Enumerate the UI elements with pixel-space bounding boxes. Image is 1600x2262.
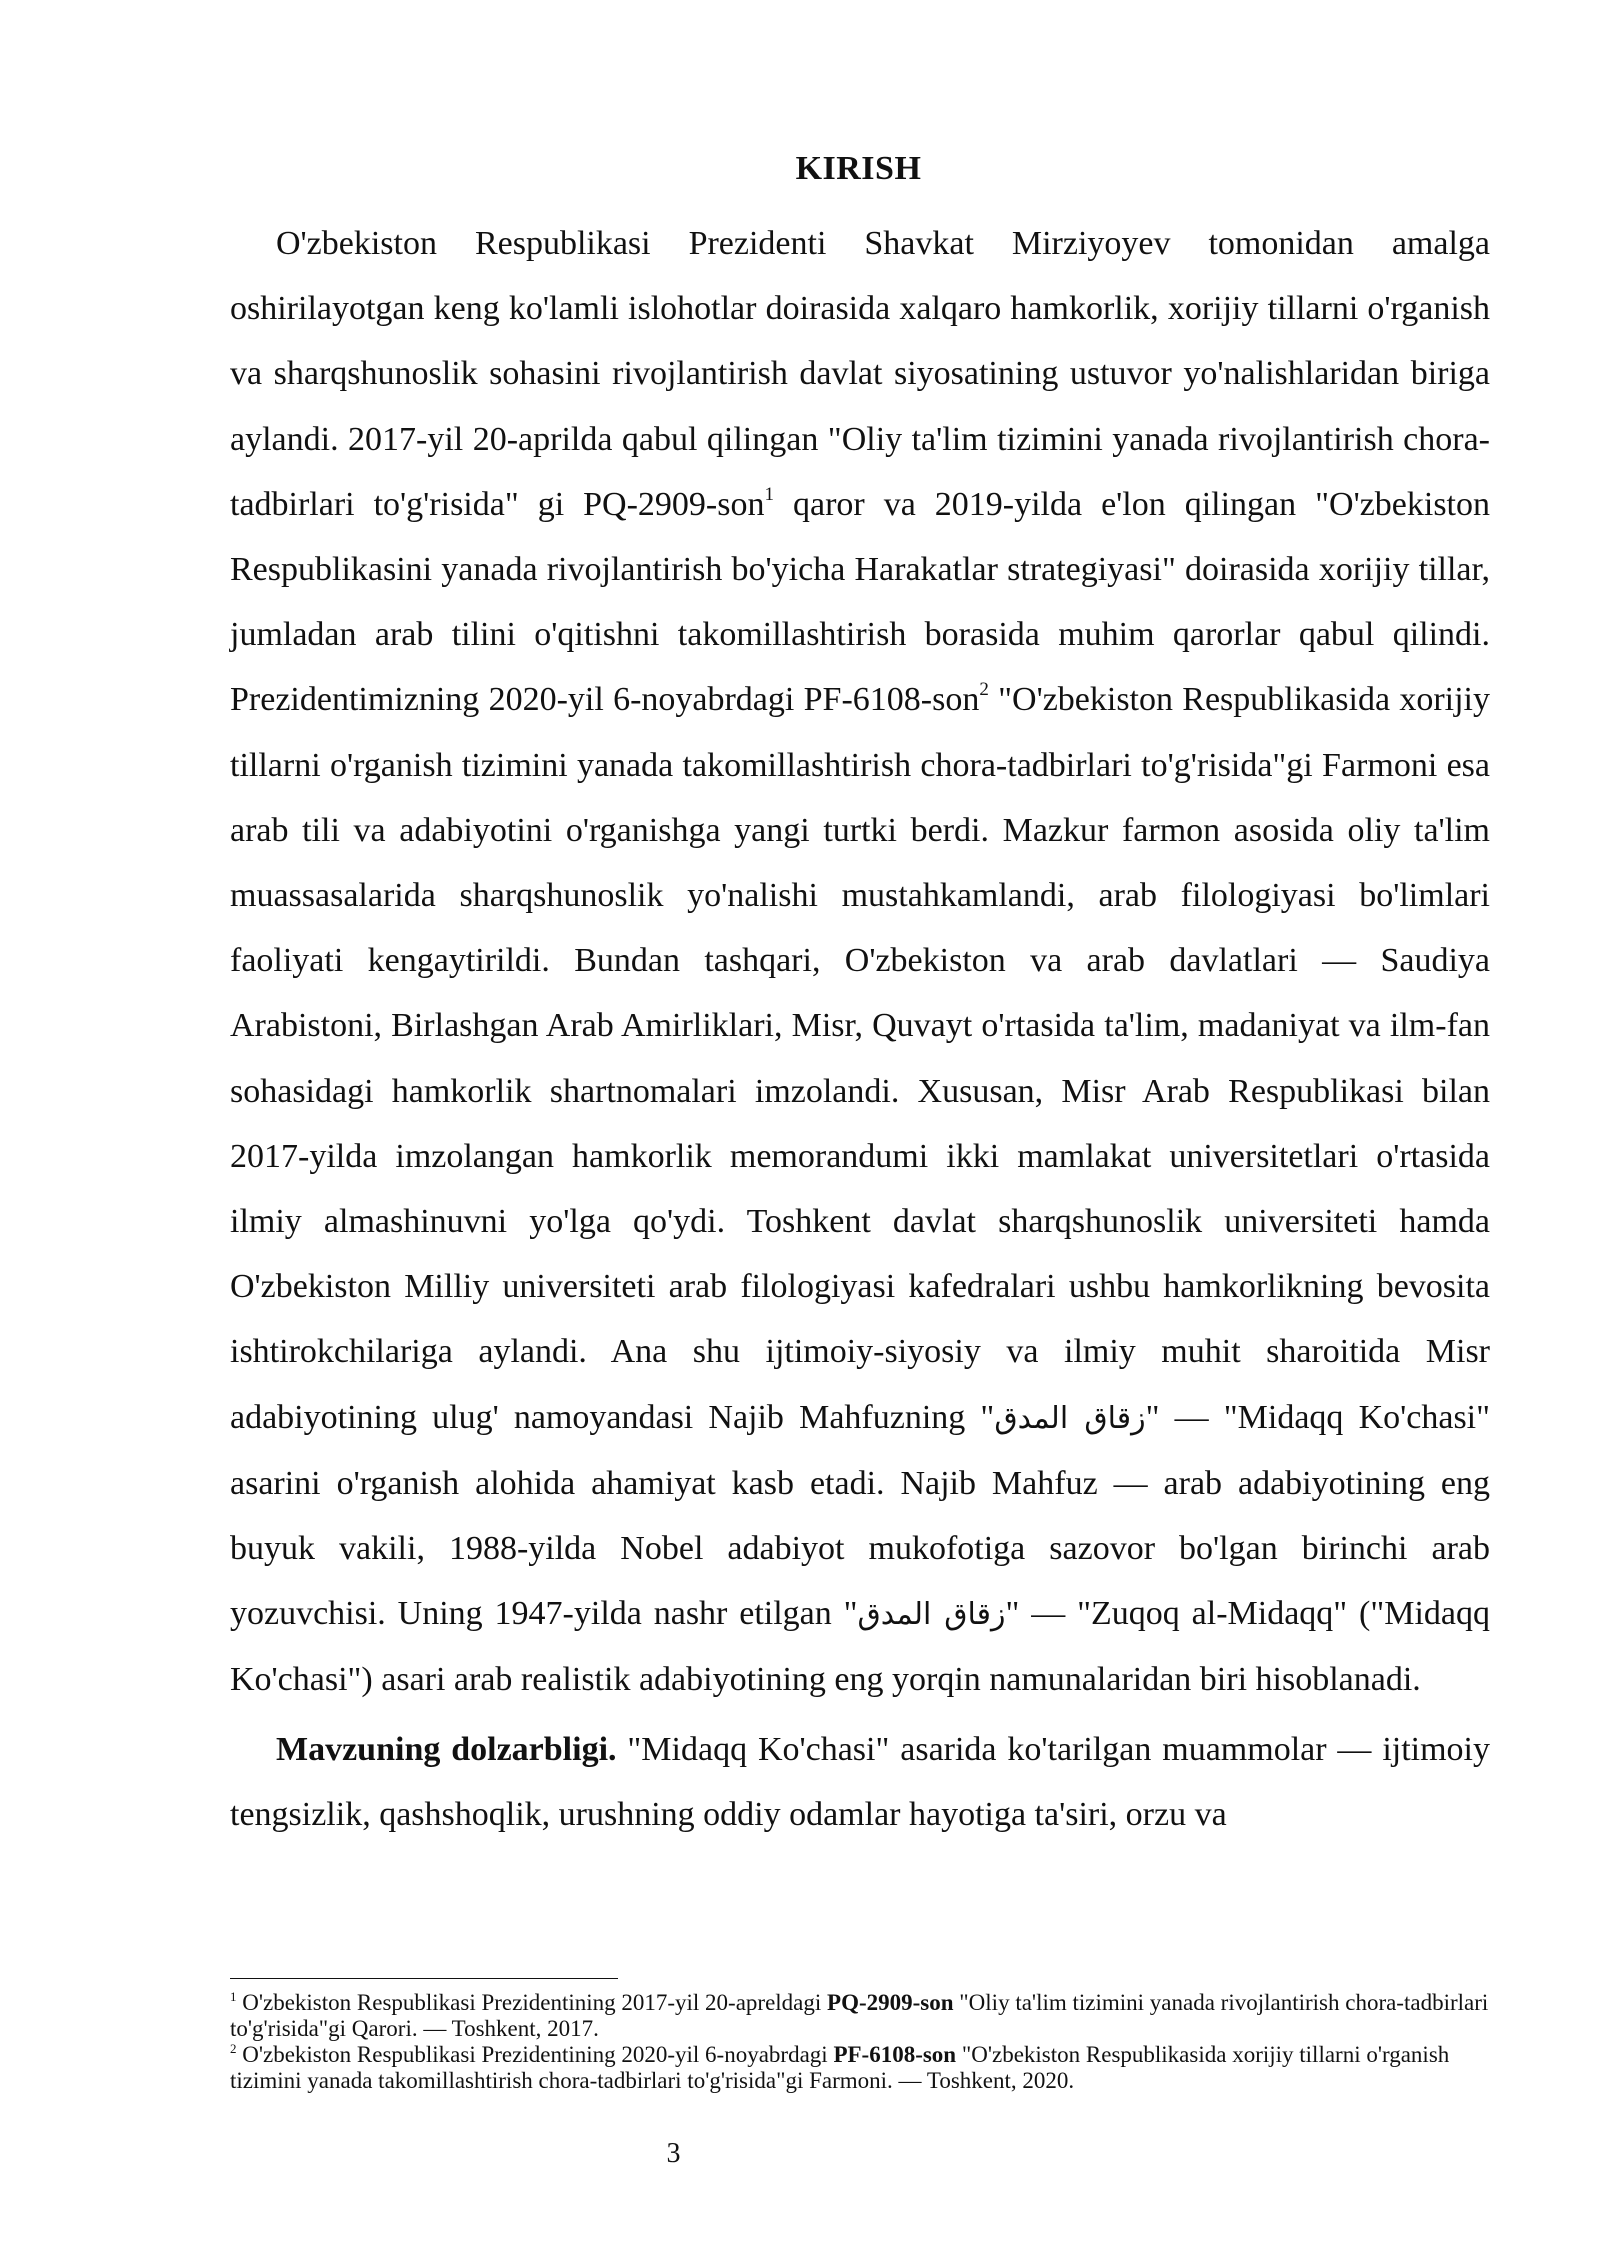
footnote-doc-number: PF-6108-son (833, 2042, 957, 2067)
arabic-title: زقاق المدق (857, 1597, 1006, 1633)
paragraph-text: " — "Zuqoq al-Midaqq" ("Midaqq Ko'chasi") asari arab realistik adabiyotining eng yorqin namunalaridan biri hisoblanadi. (230, 1595, 1490, 1699)
intro-paragraph (230, 211, 1490, 1713)
footnote-doc-number: PQ-2909-son (827, 1990, 954, 2015)
page-title: KIRISH (795, 150, 922, 187)
footnote-1 (230, 1990, 1490, 2042)
footnote-text: O'zbekiston Respublikasi Prezidentining 2020-yil 6-noyabrdagi (236, 2042, 834, 2067)
page-number: 3 (666, 2138, 681, 2169)
paragraph-text: O'zbekiston Respublikasi Prezidenti Shavkat Mirziyoyev tomonidan amalga oshirilayotgan keng ko'lamli islohotlar doirasida xalqaro hamkorlik, xorijiy tillarni o'rganish va sharqshunoslik sohasini rivojlantirish davlat siyosatining ustuvor yo'nalishlaridan biriga aylandi. 2017-yil 20-aprilda qabul qilingan "Oliy ta'lim tizimini yanada rivojlantirish chora-tadbirlari to'g'risida" gi PQ-2909-son (230, 225, 1490, 523)
footnote-ref-1[interactable]: 1 (764, 483, 774, 505)
paragraph-text: " — "Midaqq Ko'chasi" asarini o'rganish alohida ahamiyat kasb etadi. Najib Mahfuz — arab adabiyotining eng buyuk vakili, 1988-yilda Nobel adabiyot mukofotiga sazovor bo'lgan birinchi arab yozuvchisi. Uning 1947-yilda nashr etilgan " (230, 1398, 1490, 1633)
footnote-ref-2[interactable]: 2 (979, 679, 989, 701)
relevance-paragraph (230, 1717, 1490, 1847)
footnote-text: "Oliy ta'lim tizimini yanada rivojlantirish chora-tadbirlari to'g'risida"gi Qarori. — Toshkent, 2017. (230, 1990, 1489, 2041)
footnote-divider (230, 1978, 618, 1979)
footnote-text: O'zbekiston Respublikasi Prezidentining 2017-yil 20-apreldagi (236, 1990, 828, 2015)
section-lead-heading: Mavzuning dolzarbligi. (276, 1730, 617, 1768)
paragraph-text: "Midaqq Ko'chasi" asarida ko'tarilgan muammolar — ijtimoiy tengsizlik, qashshoqlik, urushning oddiy odamlar hayotiga ta'siri, orzu va (230, 1730, 1490, 1833)
footnote-marker: 2 (230, 2041, 237, 2056)
footnote-marker: 1 (230, 1989, 237, 2004)
body-text (230, 211, 1490, 1847)
paragraph-text: "O'zbekiston Respublikasida xorijiy tillarni o'rganish tizimini yanada takomillashtirish chora-tadbirlari to'g'risida"gi Farmoni esa arab tili va adabiyotini o'rganishga yangi turtki berdi. Mazkur farmon asosida oliy ta'lim muassasalarida sharqshunoslik yo'nalishi mustahkamlandi, arab filologiyasi bo'limlari faoliyati kengaytirildi. Bundan tashqari, O'zbekiston va arab davlatlari — Saudiya Arabistoni, Birlashgan Arab Amirliklari, Misr, Quvayt o'rtasida ta'lim, madaniyat va ilm-fan sohasidagi hamkorlik shartnomalari imzolandi. Xususan, Misr Arab Respublikasi bilan 2017-yilda imzolangan hamkorlik memorandumi ikki mamlakat universitetlari o'rtasida ilmiy almashinuvni yo'lga qo'ydi. Toshkent davlat sharqshunoslik universiteti hamda O'zbekiston Milliy universiteti arab filologiyasi kafedralari ushbu hamkorlikning bevosita ishtirokchilariga aylandi. Ana shu ijtimoiy-siyosiy va ilmiy muhit sharoitida Misr adabiyotining ulug' namoyandasi Najib Mahfuzning " (230, 681, 1490, 1436)
paragraph-text: qaror va 2019-yilda e'lon qilingan "O'zbekiston Respublikasini yanada rivojlantirish bo'yicha Harakatlar strategiyasi" doirasida xorijiy tillar, jumladan arab tilini o'qitishni takomillashtirish borasida muhim qarorlar qabul qilindi. Prezidentimizning 2020-yil 6-noyabrdagi PF-6108-son (230, 485, 1491, 719)
footnote-2 (230, 2042, 1490, 2094)
arabic-title: زقاق المدق (994, 1400, 1146, 1436)
footnotes (230, 1990, 1490, 2094)
footnote-text: "O'zbekiston Respublikasida xorijiy tillarni o'rganish tizimini yanada takomillashtirish chora-tadbirlari to'g'risida"gi Farmoni. — Toshkent, 2020. (230, 2042, 1450, 2093)
